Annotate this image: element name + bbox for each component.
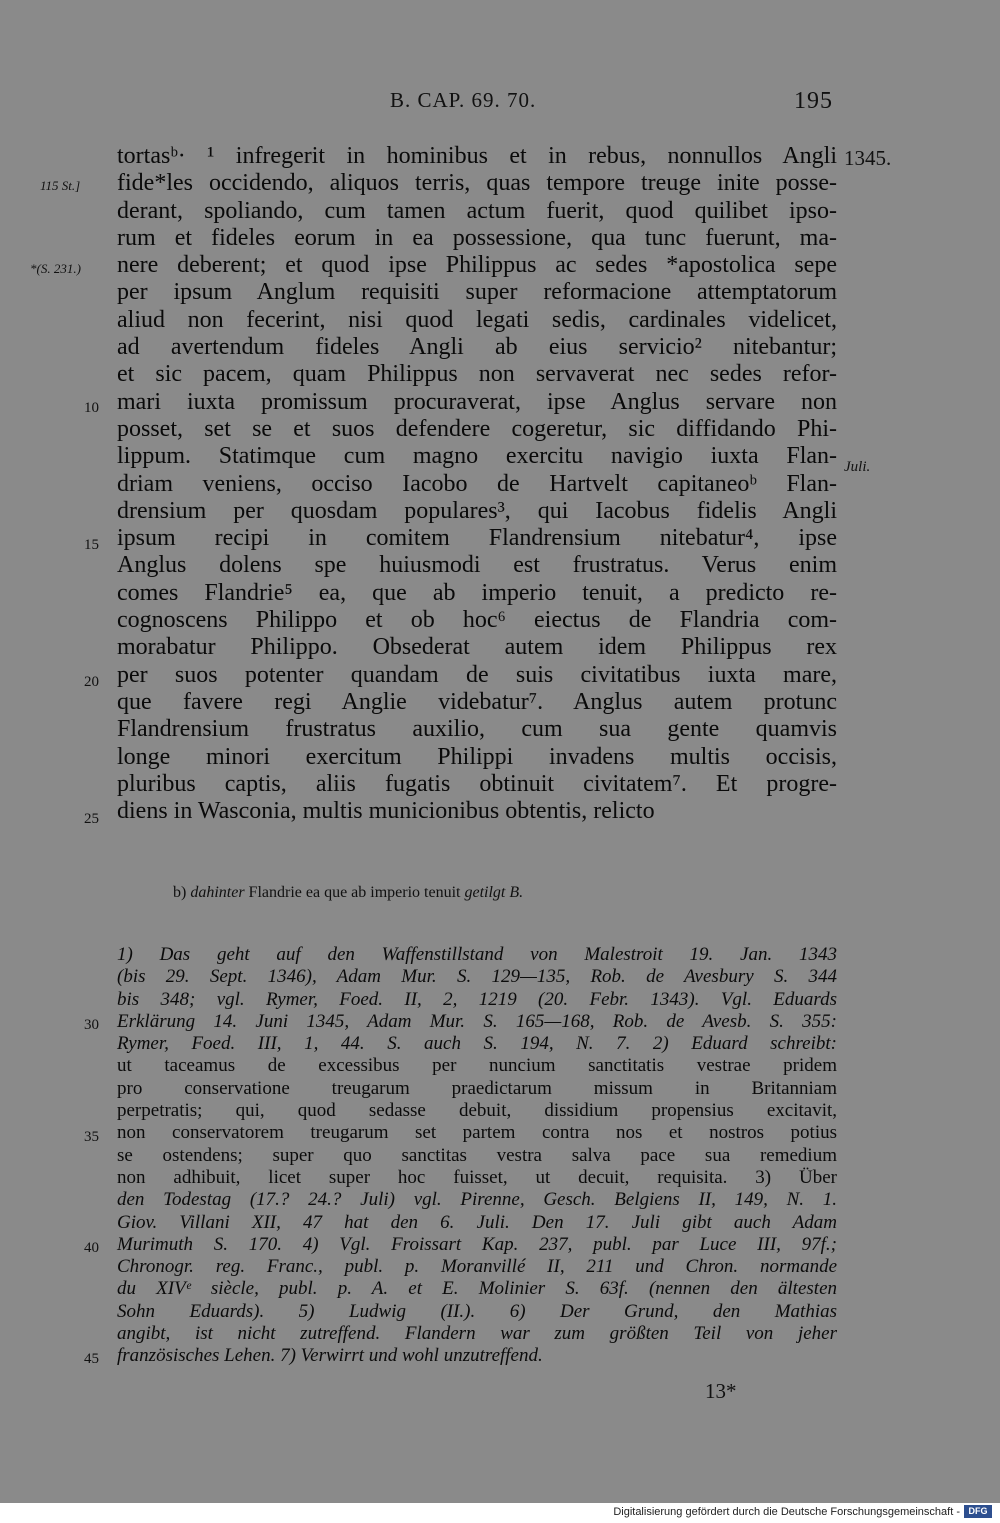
text-line: ad avertendum fideles Angli ab eius servicio² nitebantur;: [117, 334, 837, 361]
text-line: rum et fideles eorum in ea possessione, qua tunc fuerunt, ma-: [117, 224, 837, 251]
signature-mark: 13*: [705, 1379, 737, 1403]
footnote-line: non adhibuit, licet super hoc fuisset, ut decuit, requisita. 3) Über: [117, 1166, 837, 1188]
variant-prefix: dahinter: [190, 884, 245, 901]
footnote-line: ut taceamus de excessibus per nuncium sanctitatis vestrae pridem: [117, 1055, 837, 1077]
footnote-line: den Todestag (17.? 24.? Juli) vgl. Pirenne, Gesch. Belgiens II, 149, N. 1.: [117, 1189, 837, 1211]
text-line: driam veniens, occiso Iacobo de Hartvelt capitaneoᵇ Flan-: [117, 470, 837, 497]
line-number: 40: [84, 1240, 99, 1256]
footnote-line: non conservatorem treugarum set partem contra nos et nostros potius: [117, 1122, 837, 1144]
text-line: lippum. Statimque cum magno exercitu navigio iuxta Flan-: [117, 443, 837, 470]
text-line: per ipsum Anglum requisiti super reformacione attemptatorum: [117, 279, 837, 306]
line-number: 35: [84, 1129, 99, 1145]
footnote-line: du XIVᵉ siècle, publ. p. A. et E. Molinier S. 63f. (nennen den ältesten: [117, 1278, 837, 1300]
footnote-line: 1) Das geht auf den Waffenstillstand von Malestroit 19. Jan. 1343: [117, 944, 837, 965]
main-text: [117, 143, 837, 825]
text-line: diens in Wasconia, multis municionibus obtentis, relicto: [117, 798, 655, 825]
variant-suffix: getilgt B.: [464, 884, 524, 901]
footnote-line: Giov. Villani XII, 47 hat den 6. Juli. Den 17. Juli gibt auch Adam: [117, 1211, 837, 1233]
text-line: cognoscens Philippo et ob hoc⁶ eiectus de Flandria com-: [117, 607, 837, 634]
text-line: fide*les occidendo, aliquos terris, quas tempore treuge inite posse-: [117, 170, 837, 197]
text-line: morabatur Philippo. Obsederat autem idem Philippus rex: [117, 634, 837, 661]
line-number: 45: [84, 1351, 99, 1367]
footnote-line: bis 348; vgl. Rymer, Foed. II, 2, 1219 (20. Febr. 1343). Vgl. Eduards: [117, 988, 837, 1010]
footnote-line: Chronogr. reg. Franc., publ. p. Moranvillé II, 211 und Chron. normande: [117, 1256, 837, 1278]
text-line: derant, spoliando, cum tamen actum fuerit, quod quilibet ipso-: [117, 197, 837, 224]
footnote-line: (bis 29. Sept. 1346), Adam Mur. S. 129—135, Rob. de Avesbury S. 344: [117, 966, 837, 988]
footnote-line: angibt, ist nicht zutreffend. Flandern war zum größten Teil von jeher: [117, 1323, 837, 1345]
text-line: per suos potenter quandam de suis civitatibus iuxta mare,: [117, 661, 837, 688]
variant-label: b): [173, 884, 187, 901]
dfg-logo-icon: DFG: [964, 1505, 992, 1518]
margin-year: 1345.: [844, 146, 892, 170]
variant-note: [173, 884, 853, 902]
footnote-line: Rymer, Foed. III, 1, 44. S. auch S. 194, N. 7. 2) Eduard schreibt:: [117, 1033, 837, 1055]
running-header: B. CAP. 69. 70.: [390, 88, 537, 112]
line-number: 15: [84, 537, 99, 553]
text-line: Anglus dolens spe huiusmodi est frustratus. Verus enim: [117, 552, 837, 579]
text-line: que favere regi Anglie videbatur⁷. Anglus autem protunc: [117, 688, 837, 715]
text-line: posset, set se et suos defendere cogeretur, sic diffidando Phi-: [117, 415, 837, 442]
margin-note-st: 115 St.]: [40, 178, 81, 193]
text-line: tortasᵇ· ¹ infregerit in hominibus et in rebus, nonnullos Angli: [117, 143, 837, 169]
text-line: drensium per quosdam populares³, qui Iacobus fidelis Angli: [117, 497, 837, 524]
text-line: pluribus captis, aliis fugatis obtinuit civitatem⁷. Et progre-: [117, 770, 837, 797]
footnote-line: pro conservatione treugarum praedictarum missum in Britanniam: [117, 1077, 837, 1099]
credit-text: Digitalisierung gefördert durch die Deutsche Forschungsgemeinschaft -: [613, 1506, 960, 1518]
footnote-line: Erklärung 14. Juni 1345, Adam Mur. S. 165—168, Rob. de Avesb. S. 355:: [117, 1010, 837, 1032]
text-line: et sic pacem, quam Philippus non servaverat nec sedes refor-: [117, 361, 837, 388]
variant-text: Flandrie ea que ab imperio tenuit: [248, 884, 461, 901]
footnote-line: Sohn Eduards). 5) Ludwig (II.). 6) Der Grund, den Mathias: [117, 1300, 837, 1322]
margin-month: Juli.: [844, 459, 871, 475]
footnotes: [117, 944, 837, 1368]
footnote-line: Murimuth S. 170. 4) Vgl. Froissart Kap. 237, publ. par Luce III, 97f.;: [117, 1233, 837, 1255]
text-line: longe minori exercitum Philippi invadens multis occisis,: [117, 743, 837, 770]
text-line: Flandrensium frustratus auxilio, cum sua gente quamvis: [117, 716, 837, 743]
footnote-line: französisches Lehen. 7) Verwirrt und wohl unzutreffend.: [117, 1345, 543, 1367]
text-line: nere deberent; et quod ipse Philippus ac sedes *apostolica sepe: [117, 252, 837, 279]
line-number: 10: [84, 400, 99, 416]
page-number: 195: [794, 88, 833, 114]
line-number: 30: [84, 1017, 99, 1033]
footnote-line: perpetratis; qui, quod sedasse debuit, dissidium propensius excitavit,: [117, 1100, 837, 1122]
margin-note-s: *(S. 231.): [30, 261, 81, 276]
text-line: ipsum recipi in comitem Flandrensium nitebatur⁴, ipse: [117, 525, 837, 552]
footnote-line: se ostendens; super quo sanctitas vestra salva pace sua remedium: [117, 1144, 837, 1166]
line-number: 20: [84, 674, 99, 690]
text-line: mari iuxta promissum procuraverat, ipse Anglus servare non: [117, 388, 837, 415]
text-line: aliud non fecerint, nisi quod legati sedis, cardinales videlicet,: [117, 306, 837, 333]
line-number: 25: [84, 811, 99, 827]
text-line: comes Flandrie⁵ ea, que ab imperio tenuit, a predicto re-: [117, 579, 837, 606]
